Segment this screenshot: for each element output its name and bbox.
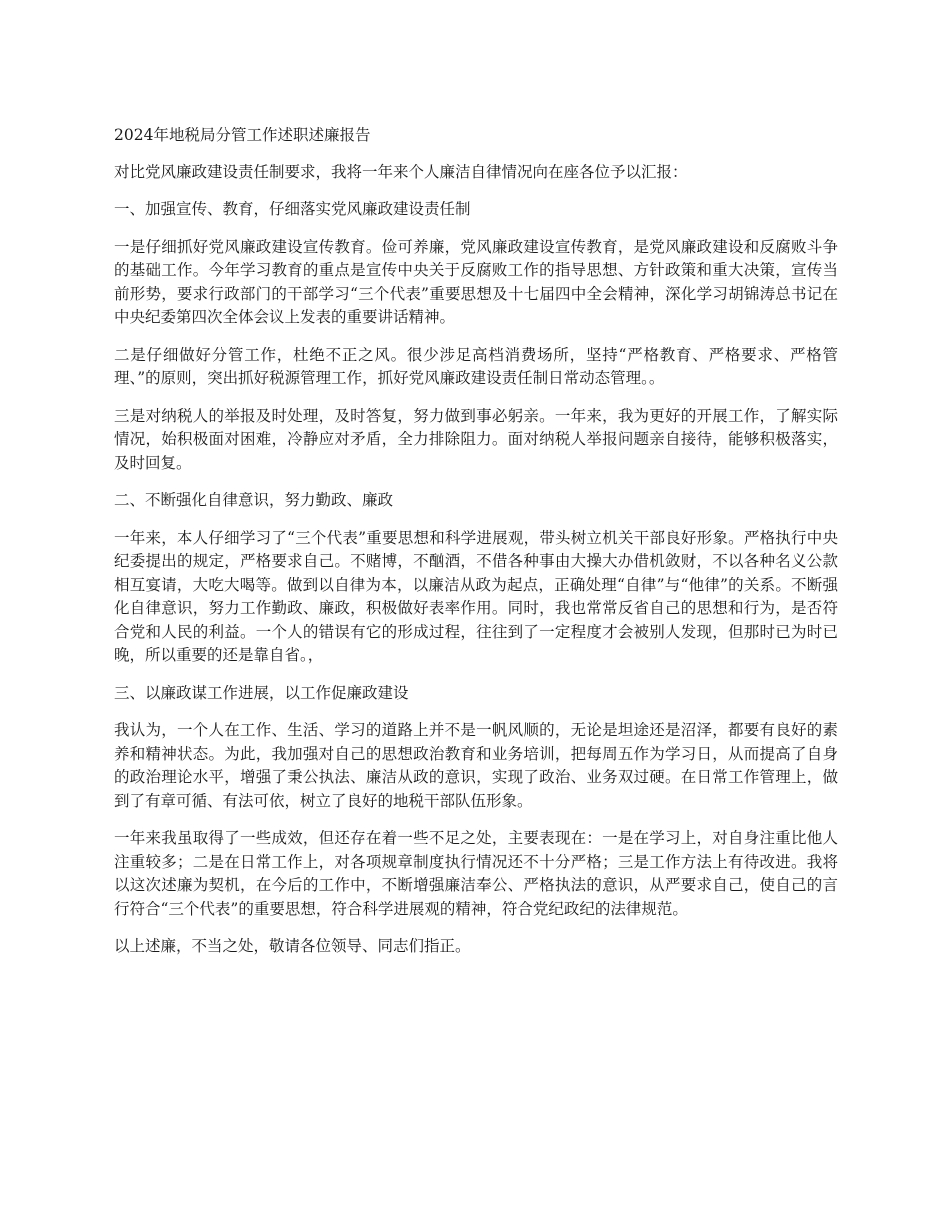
section-heading-1: 一、加强宣传、教育，仔细落实党风廉政建设责任制 [114, 200, 471, 218]
intro-paragraph: 对比党风廉政建设责任制要求，我将一年来个人廉洁自律情况向在座各位予以汇报： [114, 162, 688, 181]
body-paragraph: 一是仔细抓好党风廉政建设宣传教育。俭可养廉，党风廉政建设宣传教育，是党风廉政建设和反腐败斗争的基础工作。今年学习教育的重点是宣传中央关于反腐败工作的指导思想、方针政策和重大决策，宣传当前形势，要求行政部门的干部学习“三个代表”重要思想及十七届四中全会精神，深化学习胡锦涛总书记在中央纪委第四次全体会议上发表的重要讲话精神。 [114, 237, 838, 326]
document-title: 2024年地税局分管工作述职述廉报告 [114, 126, 371, 144]
section-heading-2: 二、不断强化自律意识，努力勤政、廉政 [114, 491, 394, 509]
closing-paragraph: 以上述廉，不当之处，敬请各位领导、同志们指正。 [114, 937, 471, 955]
body-paragraph: 三是对纳税人的举报及时处理，及时答复，努力做到事必躬亲。一年来，我为更好的开展工作，了解实际情况，始积极面对困难，冷静应对矛盾，全力排除阻力。面对纳税人举报问题亲自接待，能够积极落实，及时回复。 [114, 406, 838, 472]
body-paragraph: 一年来我虽取得了一些成效，但还存在着一些不足之处，主要表现在：一是在学习上，对自身注重比他人注重较多；二是在日常工作上，对各项规章制度执行情况还不十分严格；三是工作方法上有待改进。我将以这次述廉为契机，在今后的工作中，不断增强廉洁奉公、严格执法的意识，从严要求自己，使自己的言行符合“三个代表”的重要思想，符合科学进展观的精神，符合党纪政纪的法律规范。 [114, 829, 838, 918]
body-paragraph: 二是仔细做好分管工作，杜绝不正之风。很少涉足高档消费场所，坚持“严格教育、严格要求、严格管理、”的原则，突出抓好税源管理工作，抓好党风廉政建设责任制日常动态管理。。 [114, 345, 838, 387]
body-paragraph: 一年来，本人仔细学习了“三个代表”重要思想和科学进展观，带头树立机关干部良好形象。严格执行中央纪委提出的规定，严格要求自己。不赌博，不酗酒，不借各种事由大操大办借机敛财，不以各种名义公款相互宴请，大吃大喝等。做到以自律为本，以廉洁从政为起点，正确处理“自律”与“他律”的关系。不断强化自律意识，努力工作勤政、廉政，积极做好表率作用。同时，我也常常反省自己的思想和行为，是否符合党和人民的利益。一个人的错误有它的形成过程，往往到了一定程度才会被别人发现，但那时已为时已晚，所以重要的还是靠自省。， [114, 528, 838, 664]
body-paragraph: 我认为，一个人在工作、生活、学习的道路上并不是一帆风顺的，无论是坦途还是沼泽，都要有良好的素养和精神状态。为此，我加强对自己的思想政治教育和业务培训，把每周五作为学习日，从而提高了自身的政治理论水平，增强了秉公执法、廉洁从政的意识，实现了政治、业务双过硬。在日常工作管理上，做到了有章可循、有法可依，树立了良好的地税干部队伍形象。 [114, 721, 838, 810]
section-heading-3: 三、以廉政谋工作进展，以工作促廉政建设 [114, 683, 409, 702]
document-body [114, 124, 838, 973]
